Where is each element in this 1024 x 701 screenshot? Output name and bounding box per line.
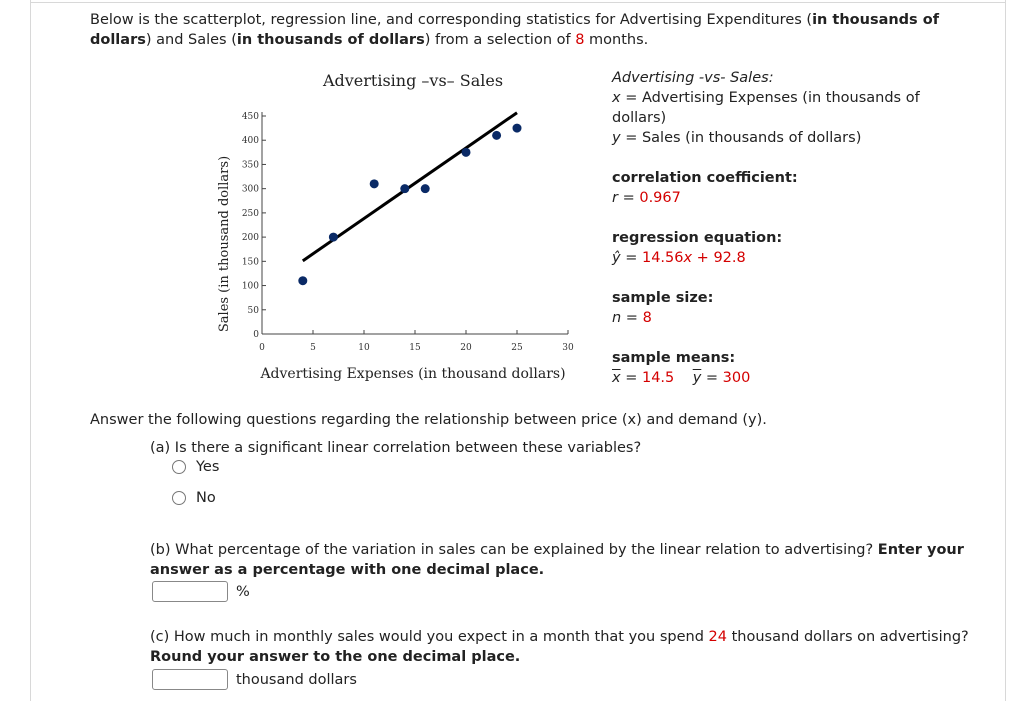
correlation-value-row xyxy=(612,188,972,208)
y-bar: $\overline{y}$ xyxy=(692,370,702,386)
x-tick-label: 10 xyxy=(358,343,370,353)
x-tick-label: 5 xyxy=(310,343,316,353)
y-tick-label: 150 xyxy=(241,257,259,268)
sample-size-row xyxy=(612,308,972,328)
r-eq: = xyxy=(617,190,640,206)
x-definition xyxy=(612,88,972,128)
regression-intercept: 92.8 xyxy=(713,250,746,266)
sample-size-label: sample size: xyxy=(612,290,714,306)
data-point xyxy=(329,233,338,242)
data-point xyxy=(513,124,522,133)
x-bar-value: 14.5 xyxy=(641,370,675,386)
reg-eq: = xyxy=(620,250,642,266)
x-bar: $\overline{x}$ xyxy=(612,370,621,386)
y-def-var: y xyxy=(612,130,621,146)
question-c-text-2: thousand dollars on advertising? xyxy=(726,629,969,645)
intro-bold-1: in thousands of dollars xyxy=(90,12,940,48)
answer-c-unit: thousand dollars xyxy=(236,671,357,688)
x-tick-label: 0 xyxy=(259,343,265,353)
regression-slope: 14.56 xyxy=(641,250,684,266)
x-tick-label: 30 xyxy=(562,343,574,353)
n-var: n xyxy=(612,310,622,326)
scatter-chart xyxy=(210,64,580,394)
intro-paragraph xyxy=(90,10,990,50)
r-var: r xyxy=(612,190,618,206)
regression-label: regression equation: xyxy=(612,230,783,246)
x-def-text: = Advertising Expenses (in thousands of dollars) xyxy=(612,90,920,126)
question-b-text: (b) What percentage of the variation in sales can be explained by the linear relation to advertising? xyxy=(150,542,878,558)
intro-text-1: Below is the scatterplot, regression line, and corresponding statistics for Advertising Expenditures ( xyxy=(90,12,813,28)
month-count: 8 xyxy=(575,32,585,48)
n-eq: = xyxy=(621,310,643,326)
y-axis-label: Sales (in thousand dollars) xyxy=(217,155,232,333)
question-b-instruction: Enter your answer as a percentage with one decimal place. xyxy=(150,542,964,578)
y-tick-label: 250 xyxy=(241,208,259,219)
y-tick-label: 200 xyxy=(241,233,259,244)
intro-bold-2: in thousands of dollars xyxy=(236,32,425,48)
sample-size-value: 8 xyxy=(642,310,652,326)
y-tick-label: 350 xyxy=(241,160,259,171)
question-c-amount: 24 xyxy=(708,629,727,645)
statistics-panel xyxy=(612,68,972,388)
data-point xyxy=(400,184,409,193)
question-b xyxy=(150,540,970,580)
x-tick-label: 20 xyxy=(460,343,472,353)
data-points xyxy=(298,124,521,286)
data-point xyxy=(421,184,430,193)
y-def-text: = Sales (in thousands of dollars) xyxy=(620,130,862,146)
regression-equation xyxy=(612,248,972,268)
data-point xyxy=(462,148,471,157)
y-tick-label: 400 xyxy=(241,136,259,147)
radio-no[interactable] xyxy=(172,491,186,505)
y-hat: ŷ xyxy=(612,250,621,266)
axis-ticks xyxy=(242,112,574,353)
answer-b-row xyxy=(152,581,250,602)
sample-means-label: sample means: xyxy=(612,350,736,366)
intro-text-4: months. xyxy=(584,32,649,48)
y-bar-value: 300 xyxy=(722,370,751,386)
y-tick-label: 450 xyxy=(241,112,259,122)
option-no-label: No xyxy=(196,490,216,506)
y-bar-eq: = xyxy=(701,370,723,386)
data-point xyxy=(298,276,307,285)
radio-yes[interactable] xyxy=(172,460,186,474)
sample-means-row xyxy=(612,368,972,388)
reg-x-var: x xyxy=(683,250,693,266)
option-yes[interactable] xyxy=(172,459,219,475)
y-tick-label: 300 xyxy=(241,184,259,195)
data-point xyxy=(370,179,379,188)
question-a: (a) Is there a significant linear correlation between these variables? xyxy=(150,440,642,456)
x-tick-label: 25 xyxy=(511,343,523,353)
chart-title: Advertising –vs– Sales xyxy=(322,71,504,90)
correlation-label: correlation coefficient: xyxy=(612,170,798,186)
option-yes-label: Yes xyxy=(196,459,220,475)
reg-plus: + xyxy=(692,250,714,266)
stats-heading: Advertising -vs- Sales: xyxy=(612,70,774,86)
data-point xyxy=(492,131,501,140)
questions-intro: Answer the following questions regarding the relationship between price (x) and demand (y). xyxy=(90,412,767,428)
x-tick-label: 15 xyxy=(409,343,421,353)
y-tick-label: 100 xyxy=(241,281,259,292)
y-definition xyxy=(612,128,972,148)
answer-b-unit: % xyxy=(236,583,250,600)
answer-c-row xyxy=(152,669,357,690)
option-no[interactable] xyxy=(172,490,216,506)
x-axis-label: Advertising Expenses (in thousand dollars) xyxy=(260,366,566,382)
question-c-instruction: Round your answer to the one decimal place. xyxy=(150,649,521,665)
question-c-text-1: (c) How much in monthly sales would you expect in a month that you spend xyxy=(150,629,709,645)
correlation-value: 0.967 xyxy=(639,190,681,206)
x-bar-eq: = xyxy=(620,370,642,386)
answer-b-input[interactable] xyxy=(152,581,228,602)
x-def-var: x xyxy=(612,90,621,106)
intro-text-2: ) and Sales ( xyxy=(145,32,237,48)
intro-text-3: ) from a selection of xyxy=(424,32,576,48)
y-tick-label: 50 xyxy=(247,305,259,316)
answer-c-input[interactable] xyxy=(152,669,228,690)
y-tick-label: 0 xyxy=(253,330,259,340)
question-c xyxy=(150,627,970,667)
